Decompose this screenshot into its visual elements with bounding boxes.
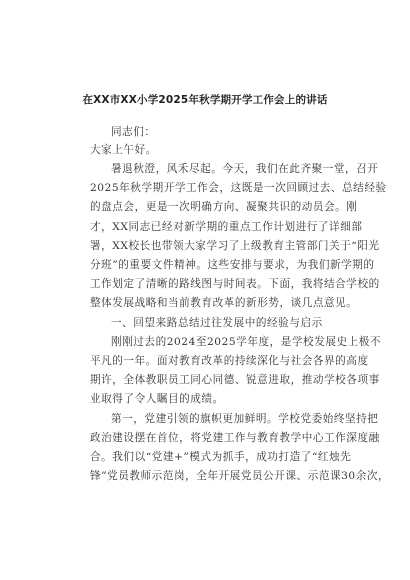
body-line: 分班”的重要文件精神。这些安排与要求，为我们新学期的 bbox=[90, 259, 375, 271]
body-line: 整体发展战略和当前教育改革的新形势，谈几点意见。 bbox=[90, 297, 358, 309]
body-line: 工作划定了清晰的路线图与时间表。下面，我将结合学校的 bbox=[90, 278, 380, 290]
body-line: 的盘点会，更是一次明确方向、凝聚共识的动员会。刚 bbox=[90, 201, 358, 213]
salutation-line: 同志们： bbox=[111, 126, 156, 138]
body-line: 署，XX校长也带领大家学习了上级教育主管部门关于“阳光 bbox=[90, 240, 380, 252]
body-line: 刚刚过去的2024至2025学年度，是学校发展史上极不 bbox=[111, 336, 382, 348]
body-line: 暑退秋澄，风禾尽起。今天，我们在此齐聚一堂，召开 bbox=[111, 163, 379, 175]
body-line: 政治建设摆在首位，将党建工作与教育教学中心工作深度融 bbox=[90, 432, 380, 444]
body-line: 锋”党员教师示范岗，全年开展党员公开课、示范课30余次， bbox=[90, 470, 390, 482]
body-line: 第一，党建引领的旗帜更加鲜明。学校党委始终坚持把 bbox=[111, 413, 379, 425]
greeting-line: 大家上午好。 bbox=[90, 144, 157, 156]
section-heading: 一、回望来路总结过往发展中的经验与启示 bbox=[111, 317, 323, 329]
body-line: 业取得了令人瞩目的成绩。 bbox=[90, 393, 224, 405]
document-title: 在XX市XX小学2025年秋学期开学工作会上的讲话 bbox=[82, 94, 328, 106]
body-line: 2025年秋学期开学工作会，这既是一次回顾过去、总结经验 bbox=[90, 182, 387, 194]
body-line: 才，XX同志已经对新学期的重点工作计划进行了详细部 bbox=[90, 221, 363, 233]
body-line: 合。我们以“党建+”模式为抓手，成功打造了“红烛先 bbox=[90, 451, 352, 463]
body-line: 平凡的一年。面对教育改革的持续深化与社会各界的高度 bbox=[90, 355, 369, 367]
body-line: 期许，全体教职员工同心同德、锐意进取，推动学校各项事 bbox=[90, 374, 380, 386]
